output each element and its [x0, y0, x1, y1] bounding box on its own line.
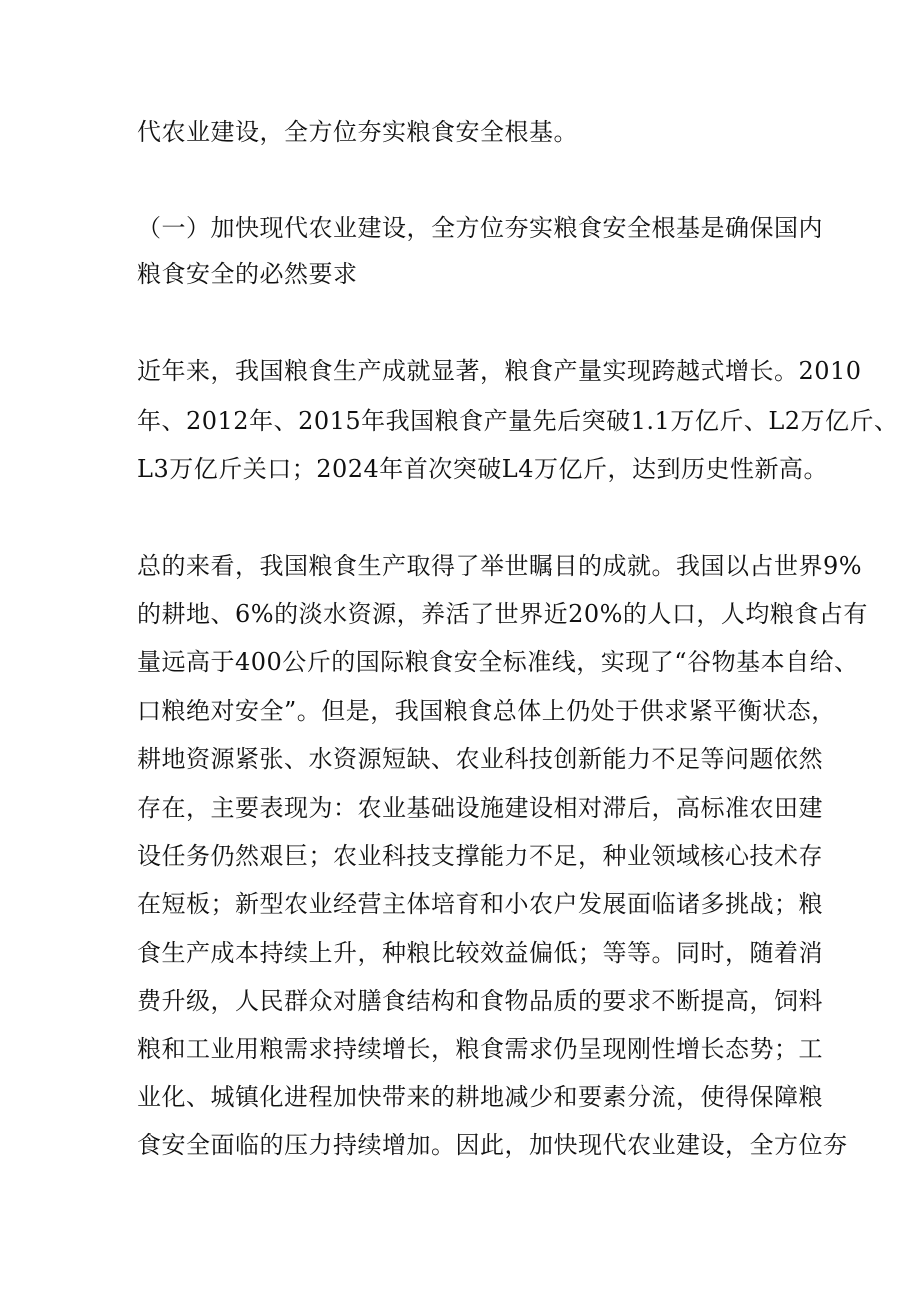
- text-line: 粮食安全的必然要求: [137, 260, 358, 288]
- text-line: 业化、城镇化进程加快带来的耕地减少和要素分流，使得保障粮: [137, 1083, 823, 1111]
- text-line: 近年来，我国粮食生产成就显著，粮食产量实现跨越式增长。2010: [137, 357, 862, 385]
- text-line: 年、2012年、2015年我国粮食产量先后突破1.1万亿斤、L2万亿斤、: [137, 407, 899, 435]
- text-line: 存在，主要表现为：农业基础设施建设相对滞后，高标准农田建: [137, 794, 823, 822]
- text-line: 总的来看，我国粮食生产取得了举世瞩目的成就。我国以占世界9%: [137, 552, 863, 580]
- text-line: 量远高于400公斤的国际粮食安全标准线，实现了“谷物基本自给、: [137, 648, 859, 676]
- text-line: （一）加快现代农业建设，全方位夯实粮食安全根基是确保国内: [137, 214, 823, 242]
- text-line: 的耕地、6%的淡水资源，养活了世界近20%的人口，人均粮食占有: [137, 600, 868, 628]
- text-line: 在短板；新型农业经营主体培育和小农户发展面临诸多挑战；粮: [137, 890, 823, 918]
- text-line: 食安全面临的压力持续增加。因此，加快现代农业建设，全方位夯: [137, 1131, 848, 1159]
- text-line: 粮和工业用粮需求持续增长，粮食需求仍呈现刚性增长态势；工: [137, 1035, 823, 1063]
- text-line: 耕地资源紧张、水资源短缺、农业科技创新能力不足等问题依然: [137, 745, 823, 773]
- text-line: 代农业建设，全方位夯实粮食安全根基。: [137, 118, 578, 146]
- text-line: 设任务仍然艰巨；农业科技支撑能力不足，种业领域核心技术存: [137, 842, 823, 870]
- text-line: 费升级，人民群众对膳食结构和食物品质的要求不断提高，饲料: [137, 987, 823, 1015]
- text-line: L3万亿斤关口；2024年首次突破L4万亿斤，达到历史性新高。: [137, 455, 828, 483]
- text-line: 食生产成本持续上升，种粮比较效益偏低；等等。同时，随着消: [137, 939, 823, 967]
- text-line: 口粮绝对安全”。但是，我国粮食总体上仍处于供求紧平衡状态，: [137, 697, 836, 725]
